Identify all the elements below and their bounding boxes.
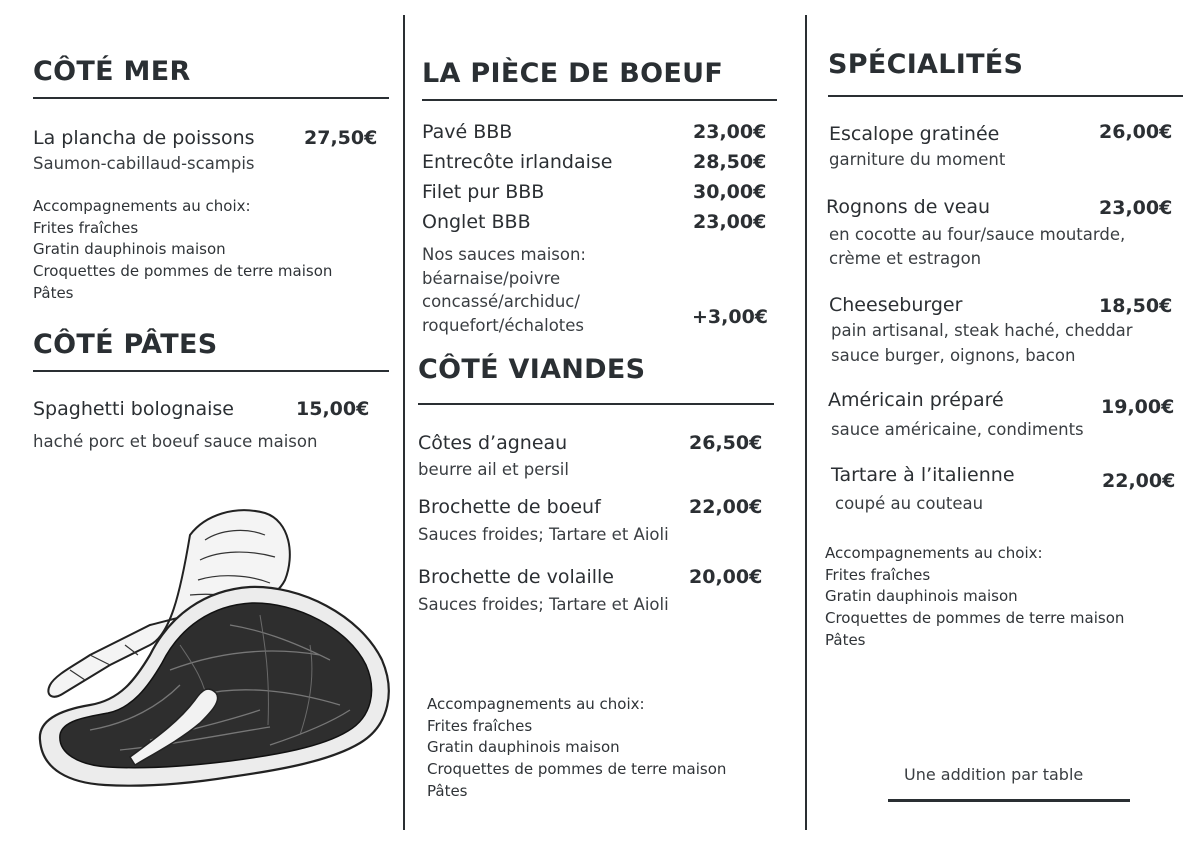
menu-item-name: Onglet BBB bbox=[422, 211, 531, 233]
menu-item-description: pain artisanal, steak haché, cheddar bbox=[831, 321, 1133, 340]
column-divider-left bbox=[403, 15, 405, 830]
section-title-cote-viandes: CÔTÉ VIANDES bbox=[418, 354, 646, 385]
menu-item-price: 26,00€ bbox=[1099, 121, 1173, 143]
sauces-text bbox=[422, 243, 586, 337]
section-title-piece-de-boeuf: LA PIÈCE DE BOEUF bbox=[422, 58, 724, 89]
menu-item-description: sauce burger, oignons, bacon bbox=[831, 346, 1076, 365]
menu-item-description: sauce américaine, condiments bbox=[831, 420, 1084, 439]
menu-item-price: 23,00€ bbox=[693, 211, 767, 233]
sauces-line: roquefort/échalotes bbox=[422, 315, 585, 335]
section-rule bbox=[422, 99, 777, 101]
section-rule bbox=[33, 370, 389, 372]
menu-item-name: Cheeseburger bbox=[829, 294, 963, 316]
sides-line: Gratin dauphinois maison bbox=[825, 587, 1018, 606]
menu-item-description: haché porc et boeuf sauce maison bbox=[33, 432, 318, 451]
menu-item-name: Brochette de boeuf bbox=[418, 496, 601, 518]
menu-item-description: Sauces froides; Tartare et Aioli bbox=[418, 595, 669, 614]
menu-item-price: 22,00€ bbox=[689, 496, 763, 518]
menu-item-name: Tartare à l’italienne bbox=[831, 464, 1015, 486]
section-rule bbox=[828, 95, 1183, 97]
menu-item-description: Sauces froides; Tartare et Aioli bbox=[418, 525, 669, 544]
menu-item-price: 18,50€ bbox=[1099, 295, 1173, 317]
sides-line: Frites fraîches bbox=[427, 716, 533, 735]
sides-line: Accompagnements au choix: bbox=[33, 197, 251, 215]
section-title-cote-mer: CÔTÉ MER bbox=[33, 56, 191, 87]
menu-item-price: 20,00€ bbox=[689, 566, 763, 588]
menu-item-name: Brochette de volaille bbox=[418, 566, 614, 588]
sides-list bbox=[825, 543, 1124, 652]
menu-item-price: 27,50€ bbox=[304, 127, 378, 149]
section-rule bbox=[33, 97, 389, 99]
menu-item-price: 15,00€ bbox=[296, 398, 370, 420]
sides-line: Pâtes bbox=[427, 781, 468, 800]
menu-item-name: Rognons de veau bbox=[826, 196, 991, 218]
menu-item-description: beurre ail et persil bbox=[418, 460, 569, 479]
menu-item-price: 23,00€ bbox=[693, 121, 767, 143]
menu-item-price: 22,00€ bbox=[1102, 470, 1176, 492]
menu-item-description: crème et estragon bbox=[829, 249, 982, 268]
sides-list bbox=[427, 694, 726, 803]
sauces-price: +3,00€ bbox=[692, 306, 769, 328]
menu-item-price: 19,00€ bbox=[1101, 396, 1175, 418]
sauces-line: Nos sauces maison: bbox=[422, 245, 586, 264]
section-title-specialites: SPÉCIALITÉS bbox=[828, 49, 1024, 80]
menu-item-name: Escalope gratinée bbox=[829, 123, 1000, 145]
menu-item-name: Américain préparé bbox=[828, 389, 1004, 411]
menu-item-name: Filet pur BBB bbox=[422, 181, 545, 203]
menu-item-name: Entrecôte irlandaise bbox=[422, 151, 613, 173]
t-bone-steak-illustration bbox=[30, 495, 400, 795]
sauces-line: concassé/archiduc/ bbox=[422, 292, 580, 311]
sides-line: Croquettes de pommes de terre maison bbox=[427, 760, 727, 779]
column-divider-right bbox=[805, 15, 807, 830]
sauces-line: béarnaise/poivre bbox=[422, 268, 561, 288]
menu-item-price: 26,50€ bbox=[689, 432, 763, 454]
sides-line: Frites fraîches bbox=[33, 218, 139, 237]
menu-item-name: La plancha de poissons bbox=[33, 127, 255, 149]
sides-line: Croquettes de pommes de terre maison bbox=[825, 609, 1125, 628]
menu-item-price: 30,00€ bbox=[693, 181, 767, 203]
section-rule bbox=[418, 403, 774, 405]
sides-line: Accompagnements au choix: bbox=[427, 695, 645, 713]
sides-line: Gratin dauphinois maison bbox=[33, 240, 226, 259]
footer-rule bbox=[888, 799, 1130, 802]
sides-list bbox=[33, 196, 332, 305]
menu-item-description: garniture du moment bbox=[829, 150, 1006, 169]
sides-line: Pâtes bbox=[33, 283, 74, 302]
menu-item-name: Spaghetti bolognaise bbox=[33, 398, 234, 420]
sides-line: Croquettes de pommes de terre maison bbox=[33, 262, 333, 281]
menu-item-name: Côtes d’agneau bbox=[418, 432, 568, 454]
sides-line: Gratin dauphinois maison bbox=[427, 738, 620, 757]
sides-line: Frites fraîches bbox=[825, 565, 931, 584]
menu-item-description: Saumon-cabillaud-scampis bbox=[33, 154, 255, 173]
footer-note: Une addition par table bbox=[904, 765, 1084, 784]
menu-item-description: en cocotte au four/sauce moutarde, bbox=[829, 225, 1126, 244]
menu-item-price: 28,50€ bbox=[693, 151, 767, 173]
menu-item-name: Pavé BBB bbox=[422, 121, 513, 143]
menu-item-price: 23,00€ bbox=[1099, 197, 1173, 219]
sides-line: Accompagnements au choix: bbox=[825, 544, 1043, 562]
sides-line: Pâtes bbox=[825, 630, 866, 649]
menu-item-description: coupé au couteau bbox=[835, 494, 984, 513]
section-title-cote-pates: CÔTÉ PÂTES bbox=[33, 329, 218, 360]
